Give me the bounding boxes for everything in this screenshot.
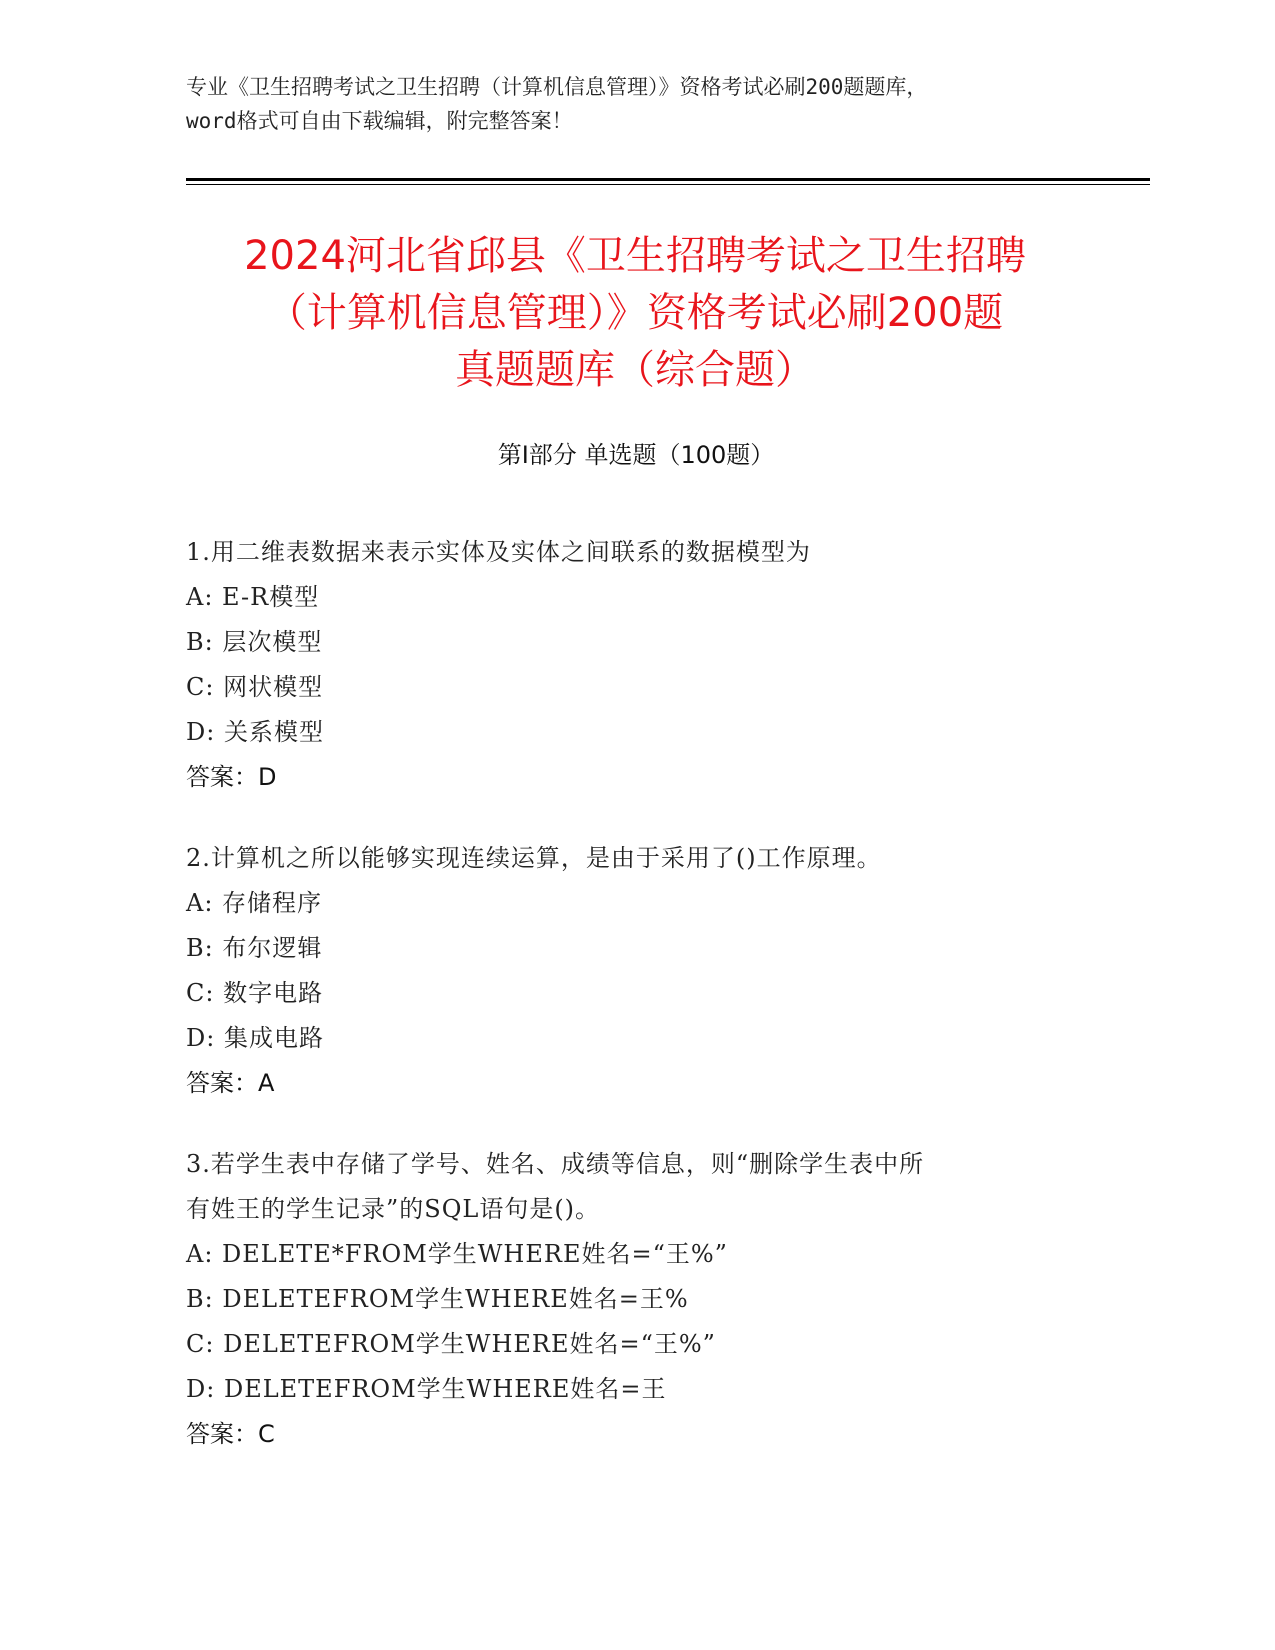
option-c: C: DELETEFROM学生WHERE姓名=“王%”: [186, 1330, 716, 1358]
header-note-line-2: word格式可自由下载编辑，附完整答案！: [186, 109, 573, 133]
option-a: A: DELETE*FROM学生WHERE姓名=“王%”: [186, 1240, 728, 1268]
question-2: [186, 836, 1086, 1106]
document-title-line-2: （计算机信息管理）》资格考试必刷200题: [266, 290, 1004, 336]
option-c: C: 网状模型: [186, 673, 324, 701]
question-list: [186, 530, 1086, 1493]
option-d: D: 集成电路: [186, 1024, 324, 1052]
document-title-line-3: 真题题库（综合题）: [455, 347, 815, 393]
header-divider-thin: [186, 184, 1150, 185]
answer: 答案：A: [186, 1069, 275, 1097]
option-b: B: DELETEFROM学生WHERE姓名=王%: [186, 1285, 689, 1313]
question-stem: 2.计算机之所以能够实现连续运算，是由于采用了()工作原理。: [186, 844, 882, 872]
question-stem-line-2: 有姓王的学生记录”的SQL语句是()。: [186, 1195, 601, 1223]
document-title: [170, 228, 1100, 399]
question-stem: 1.用二维表数据来表示实体及实体之间联系的数据模型为: [186, 538, 811, 566]
answer: 答案：D: [186, 763, 277, 791]
section-heading: 第Ⅰ部分 单选题（100题）: [497, 441, 775, 469]
option-b: B: 布尔逻辑: [186, 934, 323, 962]
option-a: A: E-R模型: [186, 583, 320, 611]
option-a: A: 存储程序: [186, 889, 323, 917]
option-d: D: 关系模型: [186, 718, 324, 746]
question-stem-line-1: 3.若学生表中存储了学号、姓名、成绩等信息，则“删除学生表中所: [186, 1150, 925, 1178]
question-3: [186, 1142, 1086, 1457]
option-d: D: DELETEFROM学生WHERE姓名=王: [186, 1375, 667, 1403]
option-c: C: 数字电路: [186, 979, 324, 1007]
header-note: [186, 70, 1106, 138]
header-note-line-1: 专业《卫生招聘考试之卫生招聘（计算机信息管理）》资格考试必刷200题题库，: [186, 75, 928, 99]
document-title-line-1: 2024河北省邱县《卫生招聘考试之卫生招聘: [244, 233, 1026, 279]
answer: 答案：C: [186, 1420, 275, 1448]
header-divider-thick: [186, 178, 1150, 181]
question-1: [186, 530, 1086, 800]
option-b: B: 层次模型: [186, 628, 323, 656]
